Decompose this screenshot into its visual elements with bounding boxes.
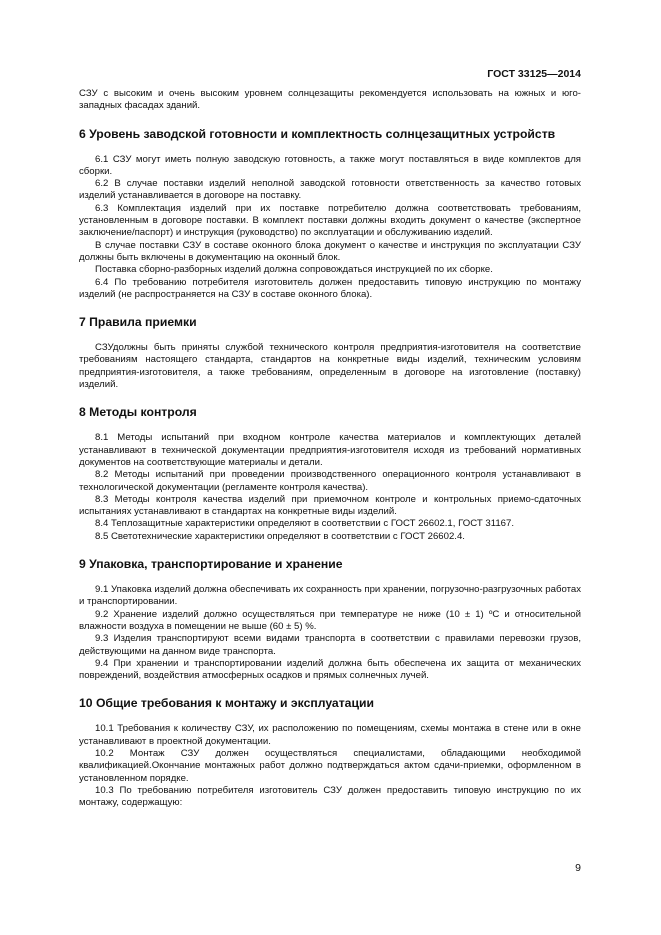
paragraph: 9.1 Упаковка изделий должна обеспечивать их сохранность при хранении, погрузочно-разгрузочных работах и транспортировании. [79,584,581,608]
paragraph: 8.5 Светотехнические характеристики определяют в соответствии с ГОСТ 26602.4. [95,530,465,542]
paragraph: СЗУдолжны быть приняты службой технического контроля предприятия-изготовителя на соответствие требованиям настоящего стандарта, стандартов на конкретные виды изделий, техническим условиям предприятия-изготовителя, а также требованиям, определенным в договоре на изготовление (поставку) изделий. [79,342,581,391]
paragraph: 6.2 В случае поставки изделий неполной заводской готовности ответственность за качество готовых изделий устанавливается в договоре на поставку. [79,178,581,202]
document-id-header: ГОСТ 33125—2014 [487,68,581,80]
paragraph: 8.2 Методы испытаний при проведении производственного операционного контроля устанавливают в технологической документации (регламенте контроля качества). [79,469,581,493]
paragraph: 8.3 Методы контроля качества изделий при приемочном контроле и контрольных приемо-сдаточных испытаниях устанавливают в стандартах на конкретные виды изделий. [79,493,581,518]
paragraph: 6.4 По требованию потребителя изготовитель должен предоставить типовую инструкцию по монтажу изделий (не распространяется на СЗУ в составе оконного блока). [79,276,581,300]
section-7-title: 7 Правила приемки [79,315,197,330]
page-number: 9 [575,862,581,874]
paragraph: Поставка сборно-разборных изделий должна сопровождаться инструкцией по их сборке. [95,264,493,276]
paragraph: В случае поставки СЗУ в составе оконного блока документ о качестве и инструкция по эксплуатации СЗУ должны быть включены в документацию на оконный блок. [79,239,581,263]
intro-paragraph: СЗУ с высоким и очень высоким уровнем солнцезащиты рекомендуется использовать на южных и юго-западных фасадах зданий. [79,88,581,112]
paragraph: 6.1 СЗУ могут иметь полную заводскую готовность, а также могут поставляться в виде комплектов для сборки. [79,153,581,177]
paragraph: 6.3 Комплектация изделий при их поставке потребителю должна соответствовать требованиям, установленным в договоре поставки. В комплект поставки должны входить документ о качестве (экспертное заключение/паспорт) и инструкция (руководство) по эксплуатации и обслуживанию изделий. [79,202,581,239]
paragraph: 10.2 Монтаж СЗУ должен осуществляться специалистами, обладающими необходимой квалификацией.Окончание монтажных работ должно подтверждаться актом сдачи-приемки, оформленном в установленном порядке. [79,747,581,784]
paragraph: 8.4 Теплозащитные характеристики определяют в соответствии с ГОСТ 26602.1, ГОСТ 31167. [95,518,514,530]
paragraph: 9.4 При хранении и транспортировании изделий должна быть обеспечена их защита от механических повреждений, воздействия атмосферных осадков и прямых солнечных лучей. [79,657,581,682]
section-10-title: 10 Общие требования к монтажу и эксплуатации [79,696,374,711]
paragraph: 9.2 Хранение изделий должно осуществляться при температуре не ниже (10 ± 1) ºС и относительной влажности воздуха в помещении не выше (60 ± 5) %. [79,608,581,632]
section-8-title: 8 Методы контроля [79,405,197,420]
paragraph: 10.3 По требованию потребителя изготовитель СЗУ должен предоставить типовую инструкцию по их монтажу, содержащую: [79,784,581,809]
paragraph: 9.3 Изделия транспортируют всеми видами транспорта в соответствии с правилами перевозки грузов, действующими на данном виде транспорта. [79,633,581,657]
section-6-title: 6 Уровень заводской готовности и комплектность солнцезащитных устройств [79,126,556,141]
paragraph: 10.1 Требования к количеству СЗУ, их расположению по помещениям, схемы монтажа в стене или в окне устанавливают в проектной документации. [79,723,581,747]
paragraph: 8.1 Методы испытаний при входном контроле качества материалов и комплектующих деталей устанавливают в технической документации предприятия-изготовителя исходя из требований нормативных документов на соответствующие материалы и детали. [79,432,581,468]
page-content [79,88,581,809]
section-9-title: 9 Упаковка, транспортирование и хранение [79,557,343,572]
